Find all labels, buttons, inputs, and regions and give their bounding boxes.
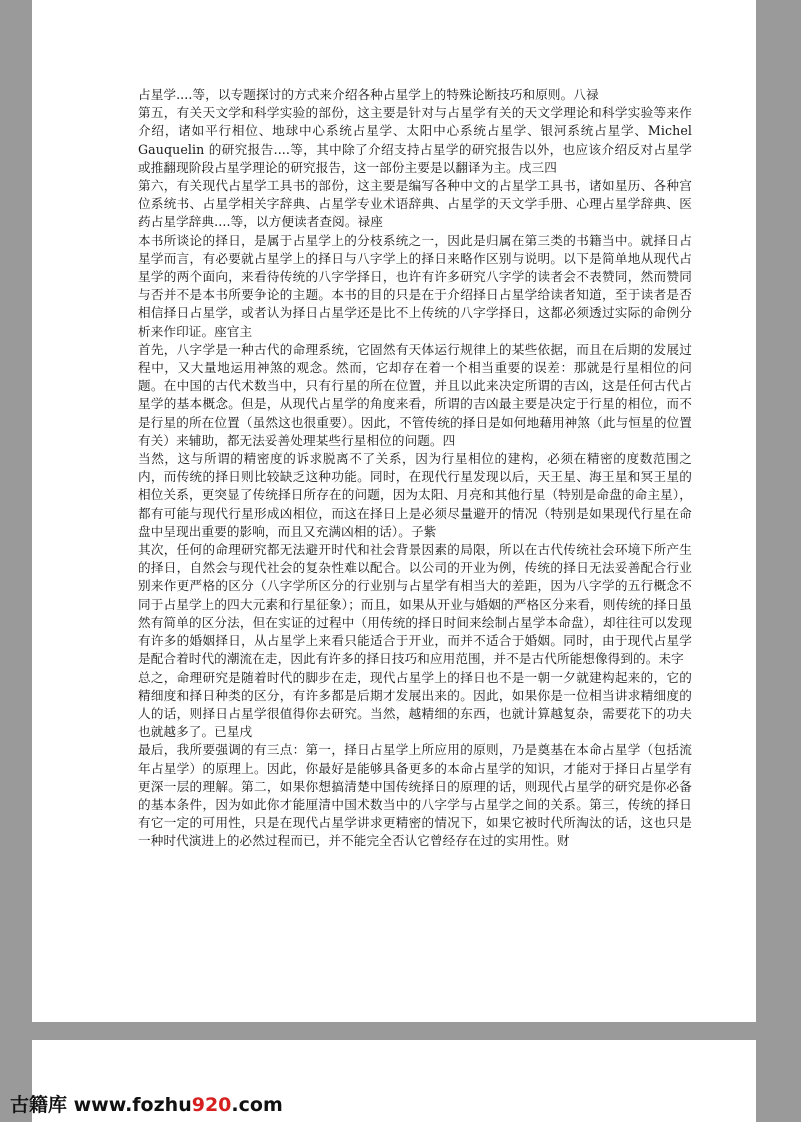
paragraph-2: 第五，有关天文学和科学实验的部份，这主要是针对与占星学有关的天文学理论和科学实验等来作介绍，诸如平行相位、地球中心系统占星学、太阳中心系统占星学、银河系统占星学、Michel Gauquelin 的研究报告....等，其中除了介绍支持占星学的研究报告以外，也应该介绍反对占星学或推翻现阶段占星学理论的研究报告，这一部份主要是以翻译为主。戌三四 <box>138 105 692 175</box>
document-page <box>32 0 756 1022</box>
paragraph-4: 本书所谈论的择日，是属于占星学上的分枝系统之一，因此是归属在第三类的书籍当中。就择日占星学而言，有必要就占星学上的择日与八字学上的择日来略作区别与说明。以下是简单地从现代占星学的两个面向，来看待传统的八字学择日，也许有许多研究八字学的读者会不表赞同，然而赞同与否并不是本书所要争论的主题。本书的目的只是在于介绍择日占星学给读者知道，至于读者是否相信择日占星学，或者认为择日占星学还是比不上传统的八字学择日，这都必须透过实际的命例分析来作印证。座官主 <box>138 232 692 339</box>
paragraph-1: 占星学....等，以专题探讨的方式来介绍各种占星学上的特殊论断技巧和原则。八禄 <box>138 87 599 102</box>
site-watermark <box>10 1090 283 1117</box>
paragraph-9: 最后，我所要强调的有三点：第一，择日占星学上所应用的原则，乃是奠基在本命占星学（包括流年占星学）的原理上。因此，你最好是能够具备更多的本命占星学的知识，才能对于择日占星学有更深一层的理解。第二，如果你想搞清楚中国传统择日的原理的话，则现代占星学的研究是你必备的基本条件，因为如此你才能厘清中国术数当中的八字学与占星学之间的关系。第三，传统的择日有它一定的可用性，只是在现代占星学讲求更精密的情况下，如果它被时代所淘汰的话，这也只是一种时代演进上的必然过程而已，并不能完全否认它曾经存在过的实用性。财 <box>138 742 692 849</box>
paragraph-7: 其次，任何的命理研究都无法避开时代和社会背景因素的局限，所以在古代传统社会环境下所产生的择日，自然会与现代社会的复杂性难以配合。以公司的开业为例，传统的择日无法妥善配合行业别来作更严格的区分（八字学所区分的行业别与占星学有相当大的差距，因为八字学的五行概念不同于占星学上的四大元素和行星征象）；而且，如果从开业与婚姻的严格区分来看，则传统的择日虽然有简单的区分法，但在实证的过程中（用传统的择日时间来绘制占星学本命盘），却往往可以发现有许多的婚姻择日，从占星学上来看只能适合于开业，而并不适合于婚姻。同时，由于现代占星学是配合着时代的潮流在走，因此有许多的择日技巧和应用范围，并不是古代所能想像得到的。未字 <box>138 542 692 667</box>
paragraph-8: 总之，命理研究是随着时代的脚步在走，现代占星学上的择日也不是一朝一夕就建构起来的，它的精细度和择日种类的区分，有许多都是后期才发展出来的。因此，如果你是一位相当讲求精细度的人的话，则择日占星学很值得你去研究。当然，越精细的东西，也就计算越复杂，需要花下的功夫也就越多了。已星戌 <box>138 669 692 740</box>
paragraph-6: 当然，这与所谓的精密度的诉求脱离不了关系，因为行星相位的建构，必须在精密的度数范围之内，而传统的择日则比较缺乏这种功能。同时，在现代行星发现以后，天王星、海王星和冥王星的相位关系，更突显了传统择日所存在的问题，因为太阳、月亮和其他行星（特别是命盘的命主星），都有可能与现代行星形成凶相位，而这在择日上是必须尽量避开的情况（特别是如果现代行星在命盘中呈现出重要的影响，而且又充满凶相的话）。子紫 <box>138 451 692 539</box>
watermark-site-name: 古籍库 <box>10 1094 68 1116</box>
watermark-url-suffix: .com <box>231 1094 283 1116</box>
watermark-url-prefix: www.fozhu <box>67 1094 192 1116</box>
paragraph-3: 第六，有关现代占星学工具书的部份，这主要是编写各种中文的占星学工具书，诸如星历、各种宫位系统书、占星学相关字辞典、占星学专业术语辞典、占星学的天文学手册、心理占星学辞典、医药占星学辞典....等，以方便读者查阅。禄座 <box>138 178 692 230</box>
page-content <box>138 86 692 851</box>
watermark-url-number: 920 <box>191 1094 232 1116</box>
paragraph-5: 首先，八字学是一种古代的命理系统，它固然有天体运行规律上的某些依据，而且在后期的发展过程中，又大量地运用神煞的观念。然而，它却存在着一个相当重要的误差：那就是行星相位的问题。在中国的古代术数当中，只有行星的所在位置，并且以此来决定所谓的吉凶，这是任何古代占星学的基本概念。但是，从现代占星学的角度来看，所谓的吉凶最主要是决定于行星的相位，而不是行星的所在位置（虽然这也很重要）。因此，不管传统的择日是如何地藉用神煞（此与恒星的位置有关）来辅助，都无法妥善处理某些行星相位的问题。四 <box>138 341 692 448</box>
